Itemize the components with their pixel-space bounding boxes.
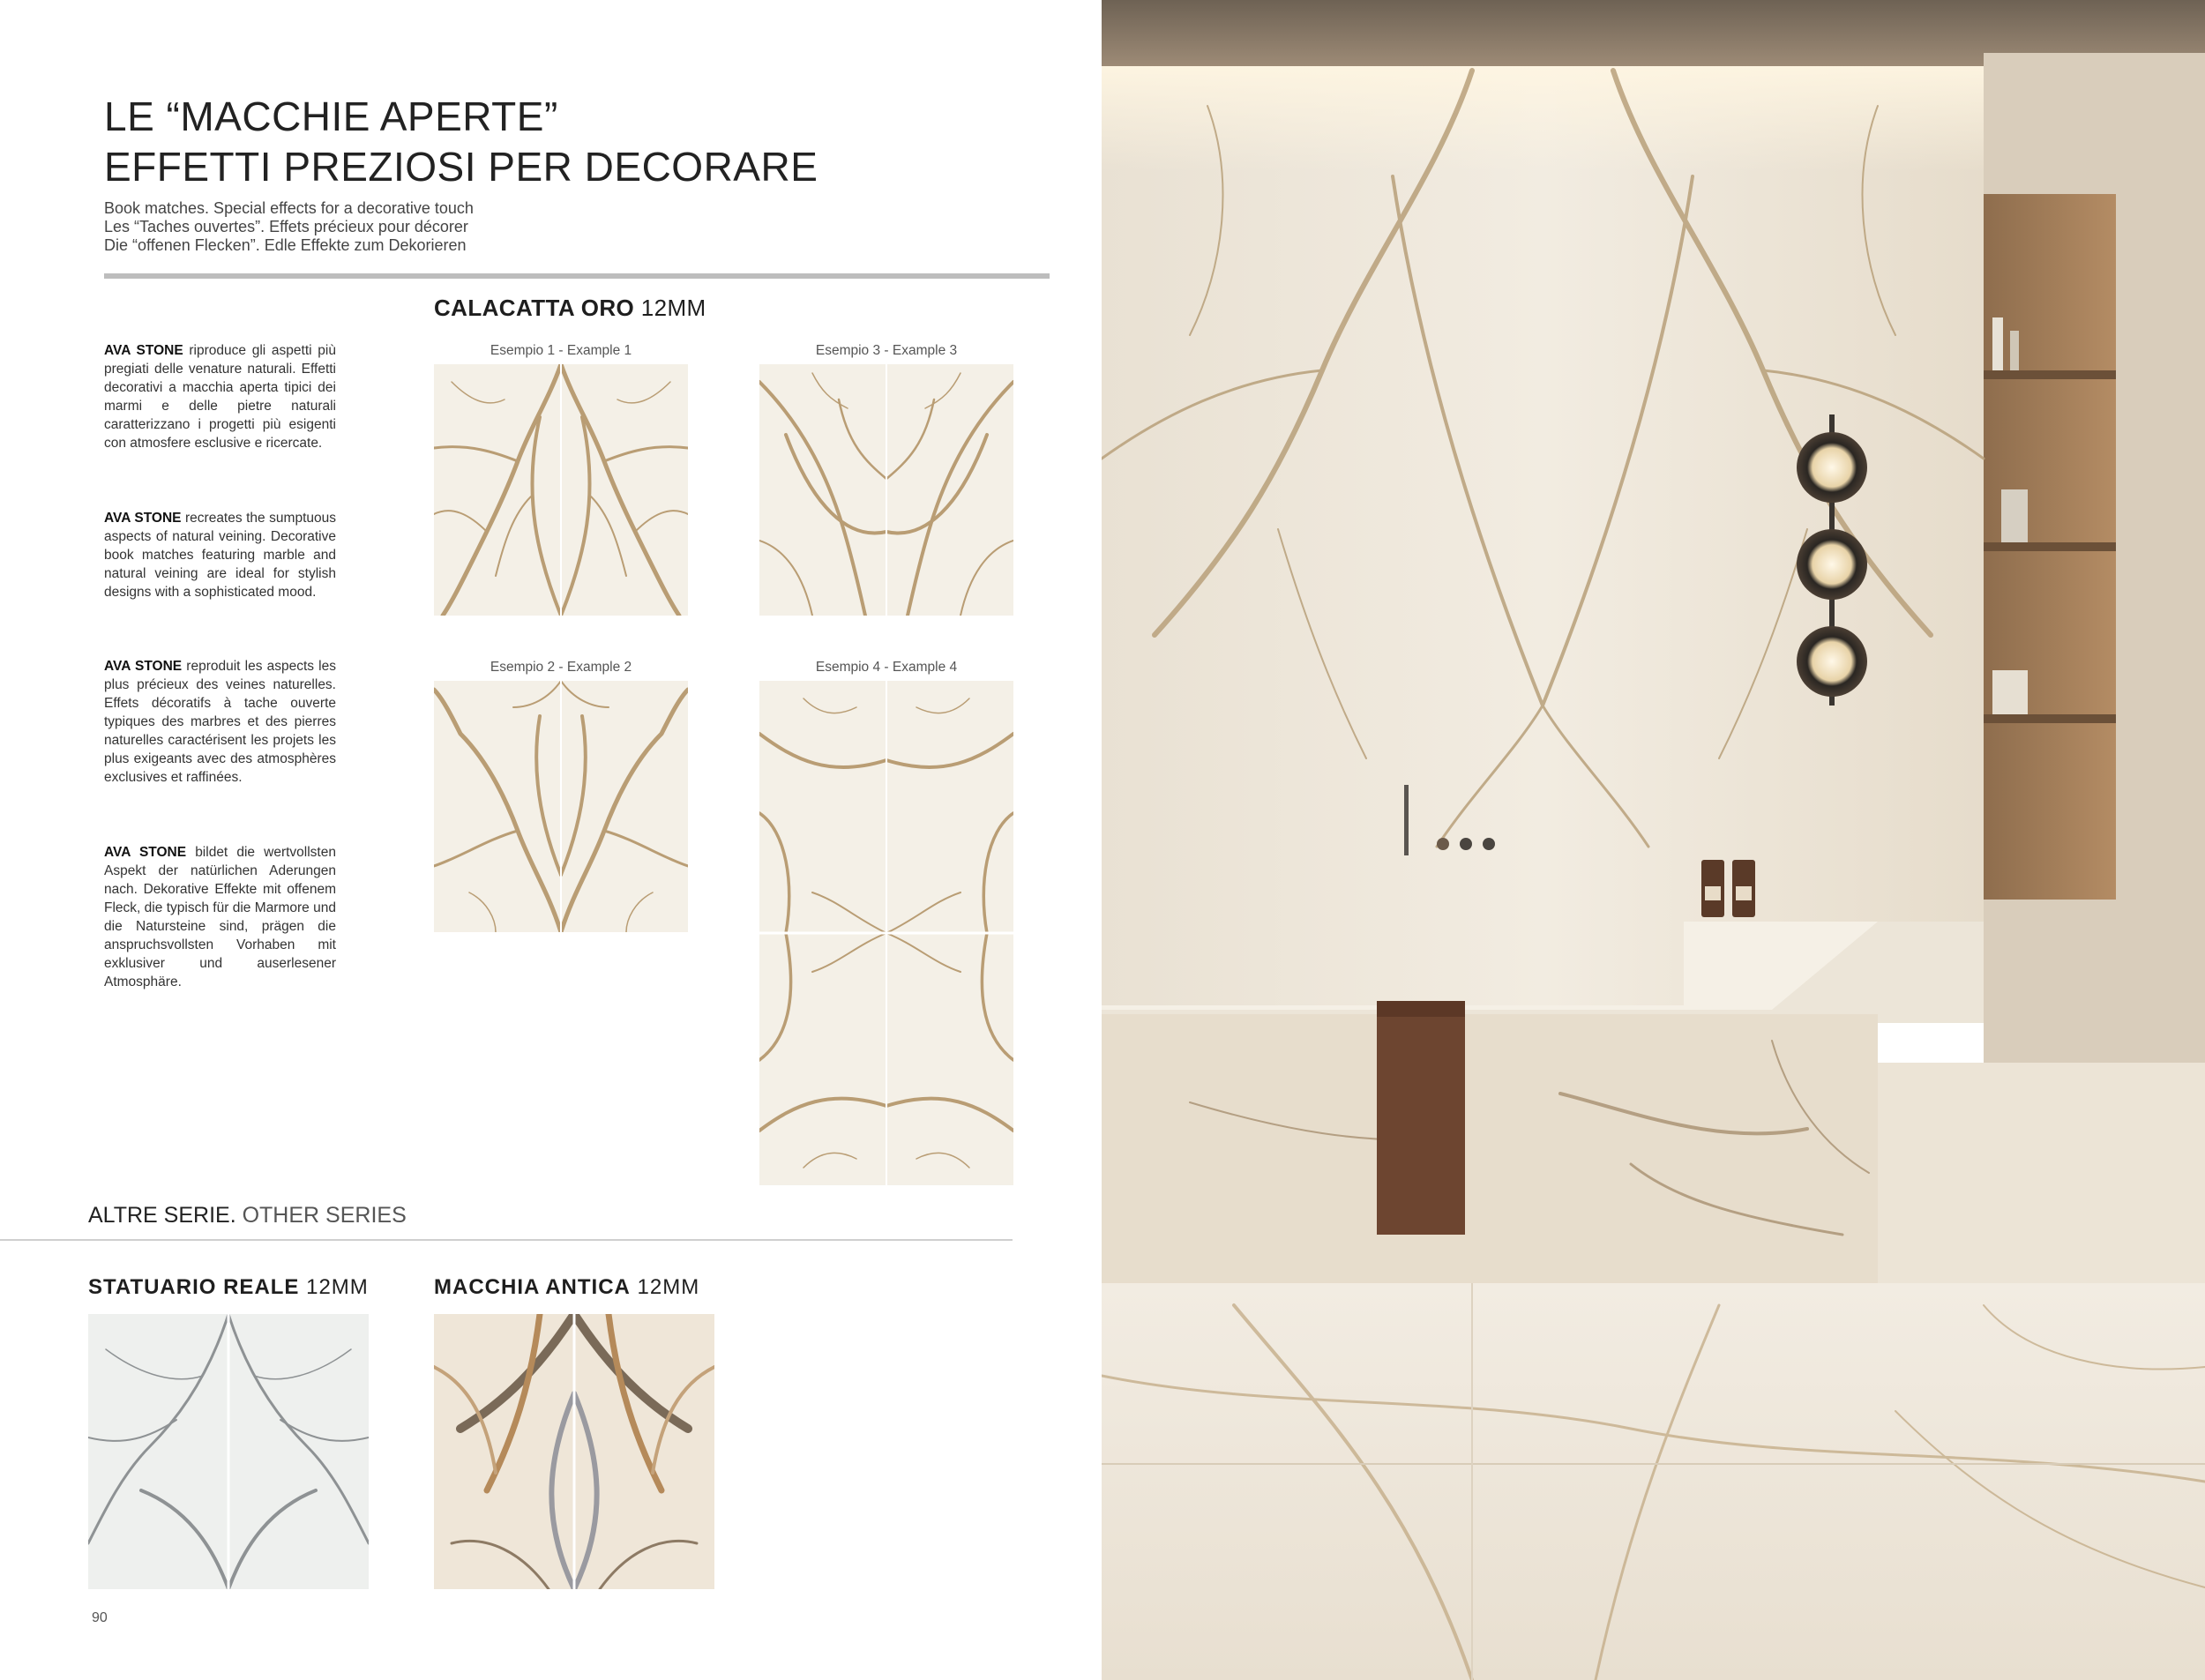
collection-thickness: 12MM bbox=[640, 295, 706, 321]
macchia-antica-tile bbox=[434, 1314, 714, 1589]
example-3-label: Esempio 3 - Example 3 bbox=[815, 343, 958, 358]
description-en bbox=[104, 509, 336, 601]
example-4-tile bbox=[759, 681, 1013, 1185]
description-it bbox=[104, 341, 336, 452]
series-name: MACCHIA ANTICA bbox=[434, 1275, 631, 1299]
description-text: bildet die wertvollsten Aspekt der natürlichen Aderungen nach. Dekorative Effekte mit offenem Fleck, die typisch für die Marmore und die Natursteine sind, prägen die anspruchsvollsten Vorhaben mit exklusiver und auserlesener Atmosphäre. bbox=[104, 845, 336, 989]
page-title bbox=[104, 92, 818, 192]
bathroom-photo bbox=[1102, 0, 2205, 1680]
subtitle-de: Die “offenen Flecken”. Edle Effekte zum Dekorieren bbox=[104, 236, 467, 254]
other-series-heading-it: ALTRE SERIE. bbox=[88, 1203, 236, 1228]
brand-name: AVA STONE bbox=[104, 511, 182, 526]
example-3-tile bbox=[759, 364, 1013, 616]
brand-name: AVA STONE bbox=[104, 659, 183, 674]
series-title-macchia-antica bbox=[434, 1275, 699, 1300]
brand-name: AVA STONE bbox=[104, 845, 187, 860]
statuario-reale-tile bbox=[88, 1314, 369, 1589]
series-name: STATUARIO REALE bbox=[88, 1275, 300, 1299]
subtitle-en: Book matches. Special effects for a decorative touch bbox=[104, 199, 474, 217]
series-thickness: 12MM bbox=[637, 1275, 700, 1299]
description-de bbox=[104, 843, 336, 991]
description-fr bbox=[104, 657, 336, 787]
title-divider bbox=[104, 273, 1050, 279]
other-series-heading bbox=[88, 1203, 407, 1228]
title-line-1: LE “MACCHIE APERTE” bbox=[104, 93, 558, 139]
subtitle-fr: Les “Taches ouvertes”. Effets précieux pour décorer bbox=[104, 218, 468, 235]
description-text: recreates the sumptuous aspects of natural veining. Decorative book matches featuring marble and natural veining are ideal for stylish designs with a sophisticated mood. bbox=[104, 511, 336, 600]
title-line-2: EFFETTI PREZIOSI PER DECORARE bbox=[104, 144, 818, 190]
example-1-tile bbox=[434, 364, 688, 616]
collection-heading bbox=[434, 295, 706, 322]
series-thickness: 12MM bbox=[306, 1275, 369, 1299]
brand-name: AVA STONE bbox=[104, 343, 183, 358]
example-2-label: Esempio 2 - Example 2 bbox=[490, 660, 632, 675]
page-number: 90 bbox=[92, 1610, 108, 1625]
series-title-statuario bbox=[88, 1275, 369, 1300]
description-text: reproduit les aspects les plus précieux des veines naturelles. Effets décoratifs à tache ouverte typiques des marbres et des pierres naturelles caractérisent les projets les plus exigeants avec des atmosphères exclusives et raffinées. bbox=[104, 659, 336, 785]
description-text: riproduce gli aspetti più pregiati delle venature naturali. Effetti decorativi a macchia aperta tipici dei marmi e delle pietre naturali caratterizzano i progetti più esigenti con atmosfere esclusive e ricercate. bbox=[104, 343, 336, 451]
example-4-label: Esempio 4 - Example 4 bbox=[815, 660, 958, 675]
other-series-heading-en: OTHER SERIES bbox=[242, 1203, 407, 1228]
collection-name: CALACATTA ORO bbox=[434, 295, 635, 321]
subtitles bbox=[104, 199, 474, 255]
example-2-tile bbox=[434, 681, 688, 932]
other-series-divider bbox=[0, 1239, 1013, 1241]
example-1-label: Esempio 1 - Example 1 bbox=[490, 343, 632, 358]
